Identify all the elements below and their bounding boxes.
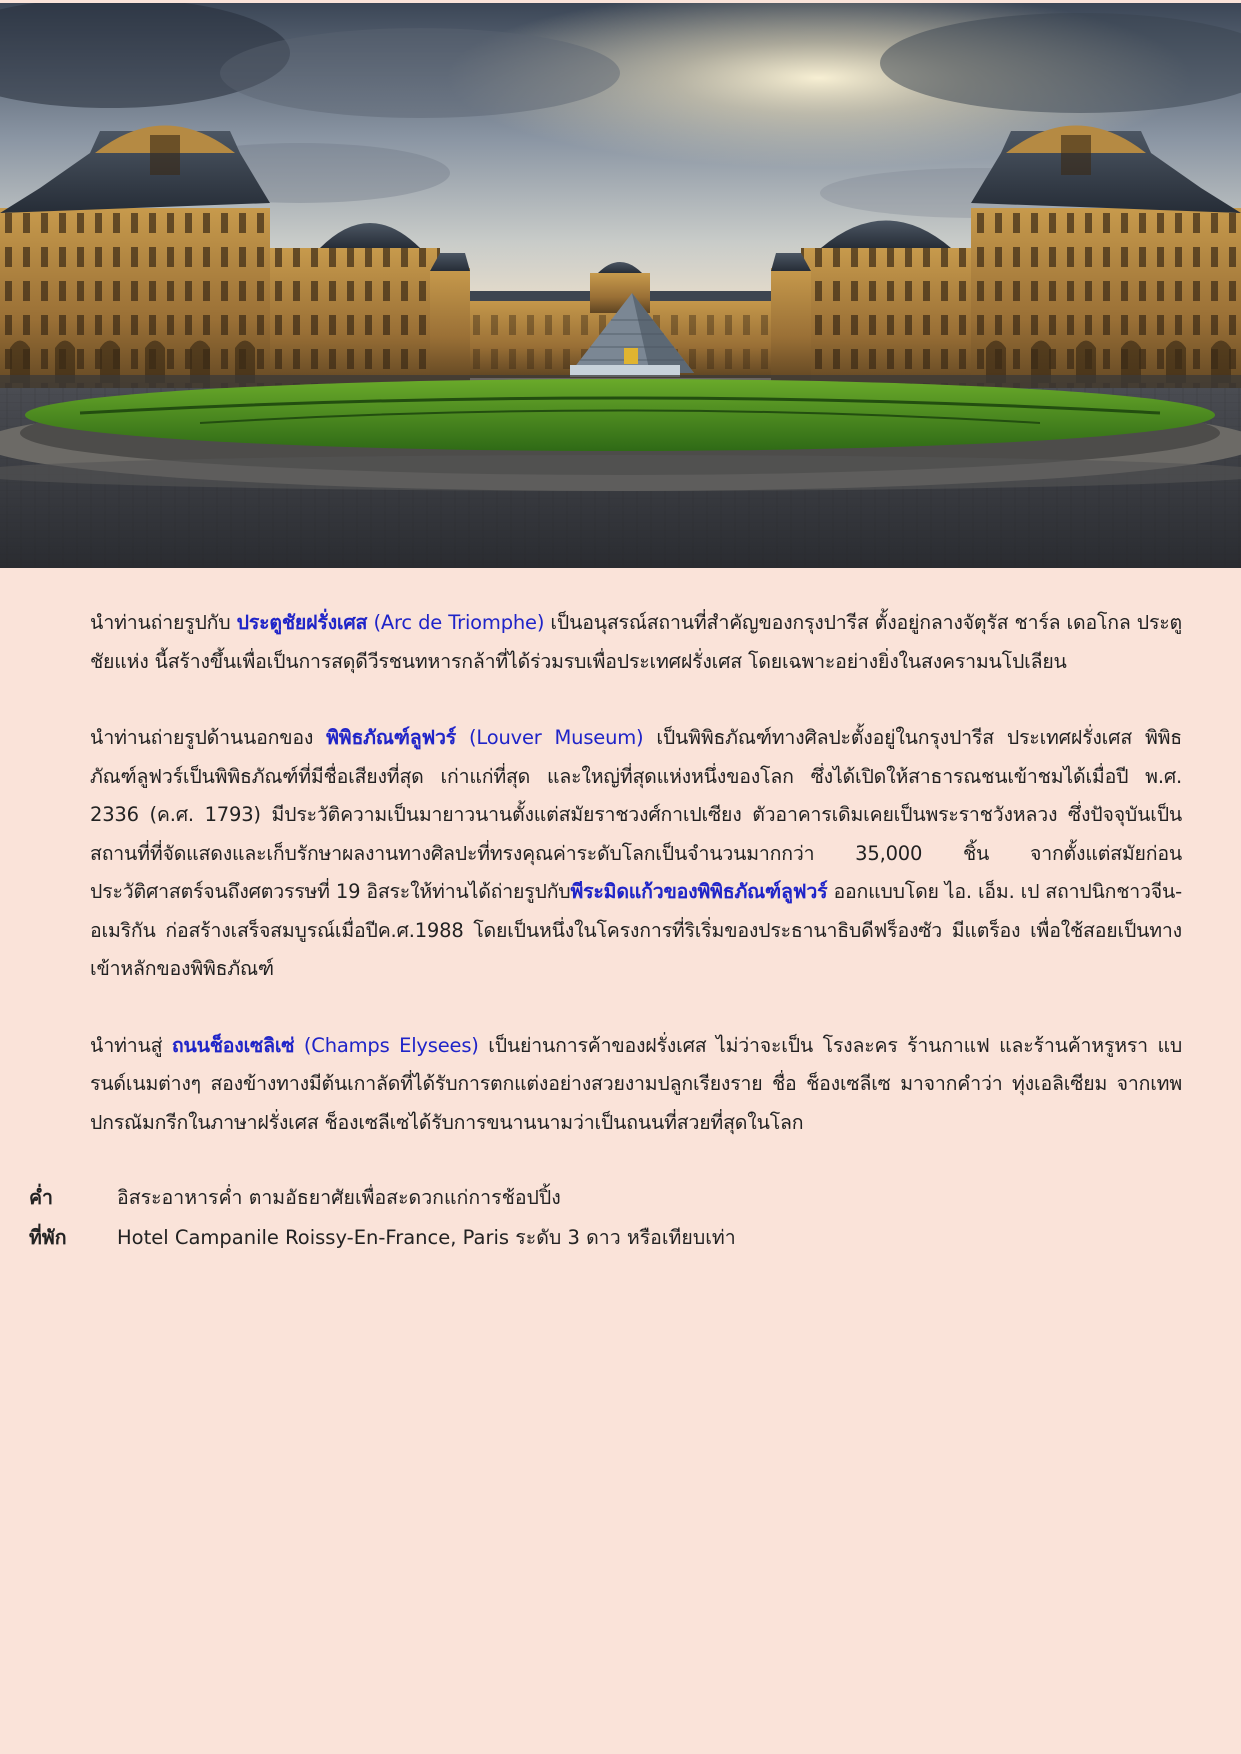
text-segment: ออกแบบโดย ไอ. เอ็ม. เป สถาปนิกชาวจีน-อเมริกัน ก่อสร้างเสร็จสมบูรณ์เมื่อปีค.ศ.1988 โดยเป็นหนึ่งในโครงการที่ริเริ่มของประธานาธิบดีฟร็องซัว มีแตร็อง เพื่อใช้สอยเป็นทางเข้าหลักของพิพิธภัณฑ์	[90, 880, 1182, 980]
hotel-label: ที่พัก	[29, 1226, 67, 1249]
dinner-label: ค่ำ	[29, 1186, 53, 1209]
paragraph-louvre	[90, 719, 1182, 989]
paragraph-champs-elysees	[90, 1027, 1182, 1143]
text-segment: เป็นอนุสรณ์สถานที่สำคัญของกรุงปารีส ตั้งอยู่กลางจัตุรัส ชาร์ล เดอโกล ประตูชัยแห่ง นี้สร้างขึ้นเพื่อเป็นการสดุดีวีรชนทหารกล้าที่ได้ร่วมรบเพื่อประเทศฝรั่งเศส โดยเฉพาะอย่างยิ่งในสงครามนโปเลียน	[90, 611, 1182, 673]
highlight-champs-elysees-en: (Champs Elysees)	[294, 1033, 479, 1057]
highlight-louvre-pyramid: พีระมิดแก้วของพิพิธภัณฑ์ลูฟวร์	[570, 880, 828, 903]
hero-image	[0, 3, 1241, 568]
hotel-value: Hotel Campanile Roissy-En-France, Paris ระดับ 3 ดาว หรือเทียบเท่า	[117, 1226, 736, 1249]
hotel-row	[29, 1218, 1179, 1258]
highlight-arc-de-triomphe-thai: ประตูชัยฝรั่งเศส	[236, 611, 368, 634]
highlight-arc-de-triomphe-en: (Arc de Triomphe)	[367, 611, 545, 634]
itinerary-content	[90, 604, 1182, 1180]
highlight-louvre-thai: พิพิธภัณฑ์ลูฟวร์	[326, 726, 457, 749]
text-segment: เป็นพิพิธภัณฑ์ทางศิลปะตั้งอยู่ในกรุงปารีส ประเทศฝรั่งเศส พิพิธภัณฑ์ลูฟวร์เป็นพิพิธภัณฑ์ที่มีชื่อเสียงที่สุด เก่าแก่ที่สุด และใหญ่ที่สุดแห่งหนึ่งของโลก ซึ่งได้เปิดให้สาธารณชนเข้าชมได้เมื่อปี พ.ศ. 2336 (ค.ศ. 1793) มีประวัติความเป็นมายาวนานตั้งแต่สมัยราชวงศ์กาเปเซียง ตัวอาคารเดิมเคยเป็นพระราชวังหลวง ซึ่งปัจจุบันเป็นสถานที่ที่จัดแสดงและเก็บรักษาผลงานทางศิลปะที่ทรงคุณค่าระดับโลกเป็นจำนวนมากกว่า 35,000 ชิ้น จากตั้งแต่สมัยก่อนประวัติศาสตร์จนถึงศตวรรษที่ 19 อิสระให้ท่านได้ถ่ายรูปกับ	[90, 726, 1182, 903]
louvre-photo	[0, 3, 1241, 568]
highlight-champs-elysees-thai: ถนนช็องเซลิเซ่	[171, 1033, 295, 1057]
text-segment: นำท่านถ่ายรูปกับ	[90, 611, 237, 634]
highlight-louvre-en: (Louver Museum)	[456, 726, 644, 749]
text-segment: นำท่านถ่ายรูปด้านนอกของ	[90, 726, 327, 749]
text-segment: เป็นย่านการค้าของฝรั่งเศส ไม่ว่าจะเป็น โรงละคร ร้านกาแฟ และร้านค้าหรูหรา แบรนด์เนมต่างๆ สองข้างทางมีต้นเกาลัดที่ได้รับการตกแต่งอย่างสวยงามปลูกเรียงราย ชื่อ ช็องเซลีเซ มาจากคำว่า ทุ่งเอลิเซียม จากเทพปกรณัมกรีกในภาษาฝรั่งเศส ช็องเซลีเซได้รับการขนานนามว่าเป็นถนนที่สวยที่สุดในโลก	[90, 1033, 1182, 1134]
paragraph-arc-de-triomphe	[90, 604, 1182, 681]
dinner-value: อิสระอาหารค่ำ ตามอัธยาศัยเพื่อสะดวกแก่การช้อปปิ้ง	[117, 1186, 561, 1209]
text-segment: นำท่านสู่	[90, 1033, 172, 1057]
dinner-row	[29, 1178, 1179, 1218]
meal-hotel-info	[29, 1178, 1179, 1258]
